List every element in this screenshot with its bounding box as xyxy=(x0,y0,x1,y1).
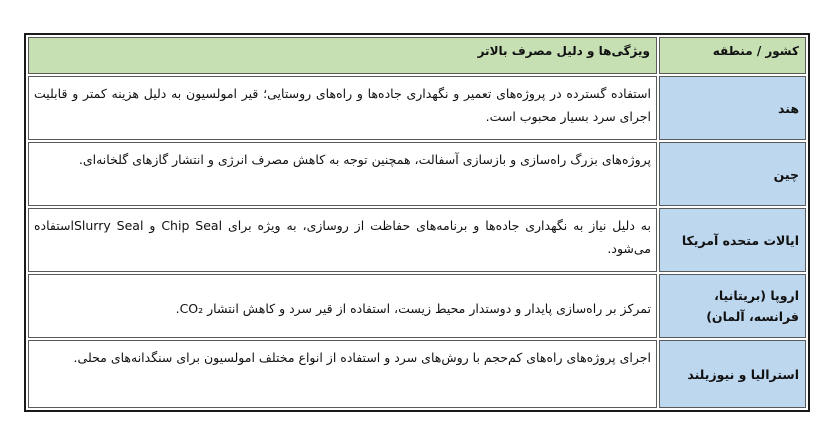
data-table xyxy=(24,33,810,412)
table-row-country xyxy=(659,76,806,140)
country-label: ایالات متحده آمریکا xyxy=(681,232,799,248)
table-row-country xyxy=(659,142,806,206)
features-text: تمرکز بر راه‌سازی پایدار و دوستدار محیط زیست، استفاده از قیر سرد و کاهش انتشار CO₂. xyxy=(175,301,651,316)
table-row-features: به دلیل نیاز به نگهداری جاده‌ها و برنامه‌های حفاظت از روسازی، به ویژه برای Chip Seal و Slurry Sealاستفاده می‌شود. xyxy=(28,208,657,272)
table-row-country xyxy=(659,274,806,338)
country-label: هند xyxy=(778,100,799,116)
table-row-features xyxy=(28,274,657,338)
table-grid xyxy=(28,37,806,408)
table-row-features: پروژه‌های بزرگ راه‌سازی و بازسازی آسفالت، همچنین توجه به کاهش مصرف انرژی و انتشار گازهای گلخانه‌ای. xyxy=(28,142,657,206)
header-country: کشور / منطقه xyxy=(659,37,806,74)
country-label: استرالیا و نیوزیلند xyxy=(687,366,799,382)
country-label: اروپا (بریتانیا، فرانسه، آلمان) xyxy=(706,288,799,324)
table-row-country xyxy=(659,340,806,408)
table-row-features: اجرای پروژه‌های راه‌های کم‌حجم با روش‌های سرد و استفاده از انواع مختلف امولسیون برای سنگدانه‌های محلی. xyxy=(28,340,657,408)
table-row-country xyxy=(659,208,806,272)
table-row-features: استفاده گسترده در پروژه‌های تعمیر و نگهداری جاده‌ها و راه‌های روستایی؛ قیر امولسیون به دلیل هزینه کمتر و قابلیت اجرای سرد بسیار محبوب است. xyxy=(28,76,657,140)
country-label: چین xyxy=(773,166,799,182)
header-features: ویژگی‌ها و دلیل مصرف بالاتر xyxy=(28,37,657,74)
